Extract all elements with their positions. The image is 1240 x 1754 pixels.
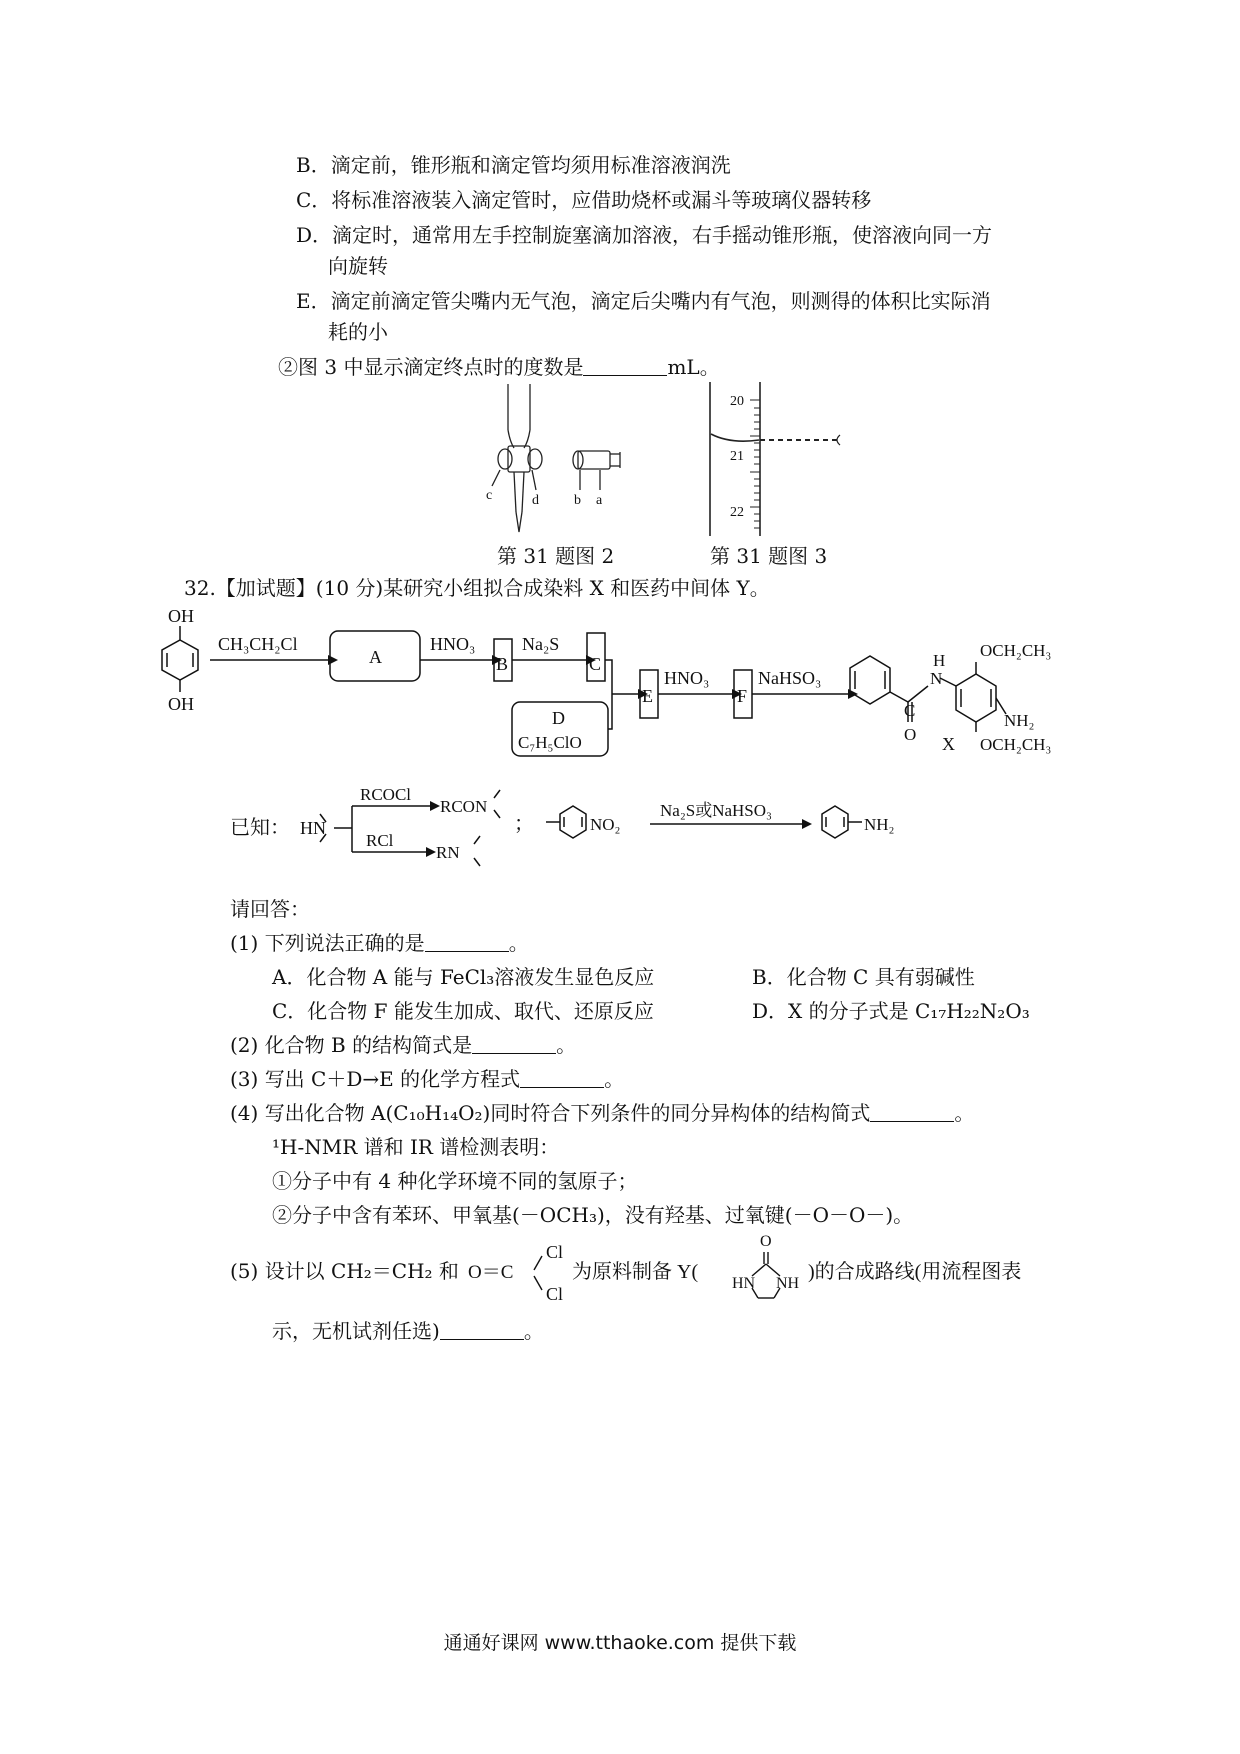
synthesis-scheme xyxy=(140,604,1100,764)
q31-option-c: C．将标准溶液装入滴定管时，应借助烧杯或漏斗等玻璃仪器转移 xyxy=(296,188,872,212)
q32-part1 xyxy=(230,930,529,956)
q32-part4-condition2: ②分子中含有苯环、甲氧基(－OCH₃)，没有羟基、过氧键(－O－O－)。 xyxy=(272,1203,914,1227)
q32-part1-text: (1) 下列说法正确的是 xyxy=(230,931,425,955)
page-footer: 通通好课网 www.tthaoke.com 提供下载 xyxy=(443,1632,797,1654)
answer-blank xyxy=(870,1103,954,1122)
known-rcl: RCl xyxy=(366,831,394,850)
known-rn: RN xyxy=(436,843,460,862)
known-rcocl: RCOCl xyxy=(360,785,412,804)
label-c: c xyxy=(486,488,493,503)
q31-option-e-line2: 耗的小 xyxy=(328,320,388,344)
known-condition: Na₂S或NaHSO₃ xyxy=(660,801,772,820)
eye-icon xyxy=(837,435,840,445)
q32-stem: 32.【加试题】(10 分)某研究小组拟合成染料 X 和医药中间体 Y。 xyxy=(184,576,770,600)
q32-part5-d xyxy=(272,1318,544,1344)
q32-ask: 请回答： xyxy=(230,897,310,921)
product-o: O xyxy=(904,725,917,744)
box-c-label: C xyxy=(589,654,602,674)
known-nh2: NH₂ xyxy=(864,815,895,834)
box-f-label: F xyxy=(737,686,748,706)
q32-option-d: D．X 的分子式是 C₁₇H₂₂N₂O₃ xyxy=(752,999,1030,1023)
product-nh2: NH₂ xyxy=(1004,711,1035,730)
q32-part2-end: 。 xyxy=(556,1033,577,1057)
q31-option-e-line1: E．滴定前滴定管尖嘴内无气泡，滴定后尖嘴内有气泡，则测得的体积比实际消 xyxy=(296,289,991,313)
known-hn: HN xyxy=(300,818,326,838)
q32-part4 xyxy=(230,1100,974,1126)
fig3-caption: 第 31 题图 3 xyxy=(710,544,828,568)
product-c: C xyxy=(904,701,916,720)
phosgene-oc: O＝C xyxy=(468,1262,514,1283)
reagent-hno3-2: HNO₃ xyxy=(664,668,710,688)
product-oet-top: OCH₂CH₃ xyxy=(980,641,1052,660)
q32-part2 xyxy=(230,1032,576,1058)
tick-20: 20 xyxy=(730,394,744,409)
box-a-label: A xyxy=(369,647,382,667)
q32-part4-nmr: ¹H-NMR 谱和 IR 谱检测表明： xyxy=(272,1135,560,1159)
fig2-caption: 第 31 题图 2 xyxy=(497,544,615,568)
q32-part3-end: 。 xyxy=(604,1067,625,1091)
phosgene-cl-top: Cl xyxy=(546,1242,564,1262)
q31-part2-unit: mL。 xyxy=(667,355,720,379)
meniscus xyxy=(711,434,759,441)
known-rcon: RCON xyxy=(440,797,488,816)
q31-option-d-line2: 向旋转 xyxy=(328,254,388,278)
q32-part5-b: 为原料制备 Y( xyxy=(572,1261,699,1283)
q31-part2 xyxy=(278,354,720,380)
box-b-label: B xyxy=(496,654,509,674)
answer-blank xyxy=(583,357,667,376)
product-x-label: X xyxy=(942,734,955,754)
reagent-na2s: Na₂S xyxy=(522,634,560,654)
q32-option-a: A．化合物 A 能与 FeCl₃溶液发生显色反应 xyxy=(272,965,655,989)
q32-part2-text: (2) 化合物 B 的结构简式是 xyxy=(230,1033,473,1057)
y-hn: HN xyxy=(732,1275,756,1292)
start-oh-bottom: OH xyxy=(168,694,194,714)
reagent-ethyl-chloride: CH₃CH₂Cl xyxy=(218,634,298,654)
q32-part5-a: (5) 设计以 CH₂＝CH₂ 和 xyxy=(230,1259,459,1283)
answer-blank xyxy=(520,1069,604,1088)
known-reactions xyxy=(230,784,960,880)
y-carbonyl-o: O xyxy=(760,1233,772,1250)
q32-part4-text: (4) 写出化合物 A(C₁₀H₁₄O₂)同时符合下列条件的同分异构体的结构简式 xyxy=(230,1101,871,1125)
q32-part3-text: (3) 写出 C＋D→E 的化学方程式 xyxy=(230,1067,521,1091)
known-prefix: 已知： xyxy=(230,817,290,839)
answer-blank xyxy=(440,1321,524,1340)
product-h: H xyxy=(933,651,946,670)
q31-option-d-line1: D．滴定时，通常用左手控制旋塞滴加溶液，右手摇动锥形瓶，使溶液向同一方 xyxy=(296,223,993,247)
label-b: b xyxy=(574,493,581,508)
q31-option-b: B．滴定前，锥形瓶和滴定管均须用标准溶液润洗 xyxy=(296,153,731,177)
q32-part5-end: 。 xyxy=(523,1319,544,1343)
q32-part4-condition1: ①分子中有 4 种化学环境不同的氢原子； xyxy=(272,1169,638,1193)
tick-22: 22 xyxy=(730,505,744,520)
part5-inline-structures xyxy=(468,1226,1078,1306)
reagent-nahso3: NaHSO₃ xyxy=(758,668,822,688)
start-oh-top: OH xyxy=(168,606,194,626)
q32-option-b: B．化合物 C 具有弱碱性 xyxy=(752,965,975,989)
label-d: d xyxy=(532,493,539,508)
scale-ticks xyxy=(750,400,760,528)
box-d-formula: C₇H₅ClO xyxy=(518,733,582,752)
tick-21: 21 xyxy=(730,449,744,464)
answer-blank xyxy=(472,1035,556,1054)
known-no2: NO₂ xyxy=(590,815,621,834)
q32-part1-end: 。 xyxy=(508,931,529,955)
product-n: N xyxy=(930,669,943,688)
label-a: a xyxy=(596,493,603,508)
burette-scale-figure xyxy=(700,380,850,540)
reagent-hno3-1: HNO₃ xyxy=(430,634,476,654)
box-e-label: E xyxy=(642,686,653,706)
q32-part5-c: )的合成路线(用流程图表 xyxy=(808,1261,1022,1283)
q32-part3 xyxy=(230,1066,624,1092)
q31-part2-text: ②图 3 中显示滴定终点时的度数是 xyxy=(278,355,584,379)
q32-option-c: C．化合物 F 能发生加成、取代、还原反应 xyxy=(272,999,654,1023)
answer-blank xyxy=(425,933,509,952)
product-oet-bottom: OCH₂CH₃ xyxy=(980,735,1052,754)
burette-stopcock-figure xyxy=(480,382,640,542)
q32-part4-end: 。 xyxy=(954,1101,975,1125)
known-separator: ； xyxy=(514,813,534,835)
q32-part5-d-text: 示，无机试剂任选) xyxy=(272,1319,440,1343)
phosgene-cl-bottom: Cl xyxy=(546,1284,564,1304)
y-nh: NH xyxy=(776,1275,800,1292)
box-d-label: D xyxy=(552,708,565,728)
